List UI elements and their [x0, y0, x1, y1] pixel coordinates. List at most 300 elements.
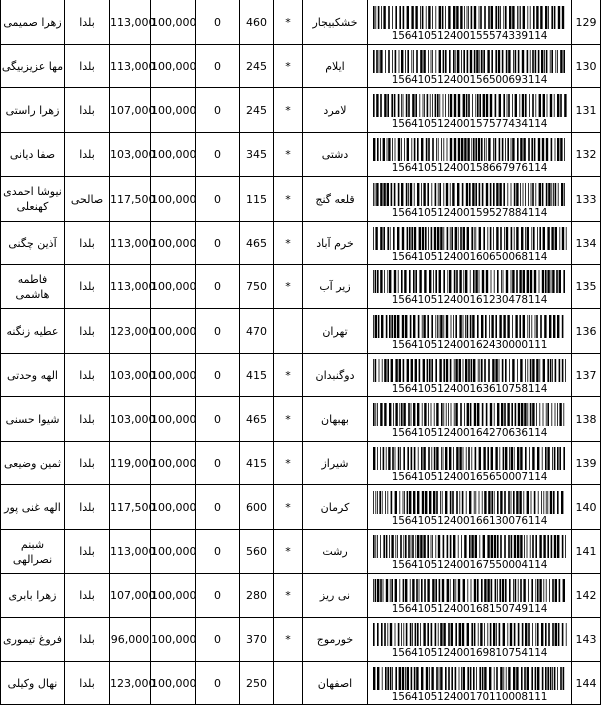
barcode-bar	[544, 50, 545, 73]
barcode-bar	[478, 6, 479, 29]
barcode-bar	[441, 447, 442, 470]
barcode-bar	[441, 491, 442, 514]
barcode-bar	[505, 359, 507, 382]
barcode-bar	[491, 491, 493, 514]
table-row	[1, 222, 601, 265]
barcode-bar	[373, 491, 374, 514]
barcode-bar	[509, 6, 511, 29]
value-cell: 100,000	[151, 0, 196, 45]
total-cell: 113,000	[110, 45, 151, 88]
barcode-bar	[508, 535, 510, 558]
barcode-bar	[563, 50, 565, 73]
barcode-bar	[383, 6, 385, 29]
barcode-bar	[445, 447, 447, 470]
barcode-bar	[438, 315, 439, 338]
weight-cell: 465	[240, 397, 274, 442]
barcode-bar	[495, 315, 497, 338]
total-cell: 117,500	[110, 485, 151, 530]
barcode-bar	[564, 183, 565, 206]
barcode-bar	[445, 6, 446, 29]
barcode-bar	[547, 447, 549, 470]
barcode-number: 156410512400156500693114	[391, 73, 548, 86]
barcode-bar	[514, 403, 516, 426]
barcode-bar	[510, 183, 511, 206]
barcode-bar	[375, 227, 377, 250]
barcode-bar	[557, 491, 559, 514]
barcode-bar	[475, 270, 477, 293]
barcode-bar	[415, 535, 416, 558]
barcode-bar	[485, 183, 487, 206]
barcode-bar	[550, 535, 552, 558]
barcode-bar	[465, 315, 466, 338]
barcode-bar	[442, 447, 443, 470]
barcode-bar	[393, 403, 394, 426]
barcode-bar	[466, 227, 468, 250]
row-index-cell: 137	[572, 354, 601, 397]
barcode-bar	[531, 315, 532, 338]
barcode-bar	[397, 183, 399, 206]
barcode-bar	[440, 667, 442, 690]
barcode-bar	[393, 227, 395, 250]
weight-cell: 470	[240, 309, 274, 354]
barcode-bar	[421, 491, 423, 514]
barcode-bar	[465, 447, 466, 470]
barcode-bar	[462, 667, 464, 690]
barcode-bar	[373, 623, 375, 646]
barcode-bar	[423, 50, 425, 73]
barcode-bar	[406, 6, 408, 29]
barcode-bar	[490, 270, 491, 293]
barcode-bar	[494, 138, 496, 161]
row-index-cell: 135	[572, 265, 601, 309]
barcode-bar	[412, 535, 414, 558]
barcode-bar	[469, 403, 471, 426]
barcode-bar	[493, 270, 494, 293]
barcode-bar	[503, 667, 504, 690]
barcode-bar	[497, 50, 499, 73]
barcode-bar	[512, 359, 514, 382]
barcode-bar	[380, 227, 382, 250]
barcode-bar	[561, 183, 563, 206]
barcode-bar	[523, 491, 524, 514]
barcode-bar	[512, 94, 513, 117]
barcode-bar	[413, 447, 415, 470]
barcode-cell	[368, 442, 572, 485]
barcode-bar	[541, 491, 542, 514]
barcode-bar	[392, 138, 393, 161]
barcode-bar	[494, 579, 496, 602]
total-cell: 96,000	[110, 618, 151, 662]
barcode-graphic	[373, 403, 567, 426]
barcode-bar	[516, 667, 518, 690]
barcode-bar	[524, 667, 526, 690]
barcode-graphic	[373, 94, 567, 117]
barcode-bar	[400, 535, 402, 558]
barcode-bar	[440, 623, 442, 646]
barcode-bar	[549, 579, 550, 602]
barcode-bar	[539, 535, 541, 558]
barcode-bar	[441, 403, 443, 426]
barcode-bar	[520, 6, 521, 29]
barcode-bar	[487, 623, 488, 646]
row-index-cell: 138	[572, 397, 601, 442]
barcode-bar	[429, 667, 430, 690]
barcode-bar	[417, 403, 419, 426]
barcode-bar	[562, 579, 564, 602]
barcode-bar	[376, 94, 378, 117]
barcode-bar	[435, 535, 436, 558]
value-cell: 100,000	[151, 222, 196, 265]
barcode-bar	[455, 403, 457, 426]
barcode-bar	[416, 579, 418, 602]
barcode-bar	[426, 94, 428, 117]
row-index-cell: 139	[572, 442, 601, 485]
barcode-bar	[509, 623, 511, 646]
barcode-bar	[427, 579, 429, 602]
barcode-bar	[551, 403, 552, 426]
barcode-bar	[435, 579, 437, 602]
barcode-bar	[380, 183, 382, 206]
barcode-bar	[402, 491, 403, 514]
barcode-bar	[436, 138, 437, 161]
barcode-bar	[458, 623, 460, 646]
barcode-bar	[479, 535, 480, 558]
barcode-bar	[381, 359, 382, 382]
barcode-cell	[368, 662, 572, 705]
barcode-bar	[512, 138, 514, 161]
barcode-bar	[397, 315, 399, 338]
recipient-name-cell: الهه وحدتی	[1, 354, 65, 397]
barcode-bar	[479, 94, 481, 117]
barcode-bar	[373, 579, 374, 602]
barcode-bar	[547, 667, 549, 690]
barcode-bar	[391, 315, 393, 338]
barcode-bar	[525, 623, 527, 646]
table-row	[1, 442, 601, 485]
barcode-bar	[500, 491, 502, 514]
barcode-bar	[459, 270, 461, 293]
barcode-bar	[505, 270, 507, 293]
barcode-bar	[453, 447, 454, 470]
barcode-bar	[376, 183, 378, 206]
route-cell: بلدا	[65, 88, 110, 133]
barcode-bar	[387, 359, 389, 382]
barcode-bar	[373, 359, 374, 382]
barcode-bar	[551, 6, 553, 29]
barcode-bar	[545, 667, 547, 690]
destination-city-cell: خورموج	[303, 618, 368, 662]
barcode-bar	[489, 183, 491, 206]
barcode-bar	[397, 623, 399, 646]
barcode-bar	[513, 535, 515, 558]
barcode-graphic	[373, 579, 567, 602]
barcode-bar	[475, 227, 476, 250]
barcode-bar	[526, 50, 528, 73]
barcode-bar	[521, 227, 523, 250]
weight-cell: 460	[240, 0, 274, 45]
row-index-cell: 140	[572, 485, 601, 530]
barcode-bar	[384, 94, 386, 117]
barcode-bar	[481, 579, 483, 602]
barcode-bar	[487, 50, 489, 73]
barcode-bar	[401, 50, 403, 73]
barcode-graphic	[373, 6, 567, 29]
barcode-bar	[456, 270, 458, 293]
barcode-bar	[505, 50, 507, 73]
barcode-bar	[401, 667, 403, 690]
barcode-bar	[503, 183, 505, 206]
barcode-bar	[420, 623, 421, 646]
barcode-bar	[377, 535, 378, 558]
barcode-bar	[418, 227, 420, 250]
barcode-bar	[541, 138, 543, 161]
barcode-bar	[409, 270, 411, 293]
barcode-bar	[501, 403, 503, 426]
barcode-bar	[438, 270, 440, 293]
barcode-bar	[390, 491, 392, 514]
total-cell: 117,500	[110, 177, 151, 222]
barcode-bar	[459, 491, 460, 514]
barcode-bar	[413, 491, 415, 514]
barcode-bar	[504, 227, 505, 250]
barcode-bar	[466, 6, 467, 29]
barcode-bar	[474, 447, 476, 470]
barcode-bar	[550, 138, 552, 161]
barcode-bar	[552, 270, 554, 293]
barcode-bar	[531, 138, 533, 161]
barcode-bar	[410, 359, 412, 382]
barcode-bar	[530, 183, 531, 206]
barcode-bar	[495, 6, 497, 29]
barcode-bar	[479, 359, 480, 382]
route-cell: بلدا	[65, 397, 110, 442]
barcode-bar	[473, 227, 474, 250]
barcode-bar	[375, 6, 376, 29]
barcode-bar	[428, 138, 430, 161]
barcode-bar	[457, 227, 458, 250]
barcode-graphic	[373, 359, 567, 382]
barcode-bar	[549, 491, 551, 514]
barcode-bar	[544, 315, 546, 338]
star-marker-cell: *	[274, 133, 303, 177]
barcode-bar	[427, 623, 429, 646]
barcode-bar	[468, 447, 470, 470]
barcode-bar	[440, 491, 441, 514]
barcode-bar	[455, 315, 457, 338]
barcode-bar	[481, 183, 483, 206]
value-cell: 100,000	[151, 485, 196, 530]
barcode-bar	[374, 270, 376, 293]
barcode-bar	[473, 50, 475, 73]
barcode-bar	[373, 227, 374, 250]
barcode-bar	[481, 667, 483, 690]
barcode-bar	[453, 270, 455, 293]
barcode-bar	[416, 50, 418, 73]
barcode-bar	[430, 50, 431, 73]
barcode-bar	[419, 94, 420, 117]
barcode-bar	[385, 315, 387, 338]
barcode-bar	[375, 491, 376, 514]
barcode-bar	[514, 579, 516, 602]
barcode-bar	[411, 138, 412, 161]
barcode-bar	[401, 94, 402, 117]
barcode-bar	[472, 94, 473, 117]
barcode-bar	[457, 138, 459, 161]
barcode-bar	[431, 315, 433, 338]
barcode-bar	[561, 227, 563, 250]
barcode-bar	[439, 183, 441, 206]
barcode-bar	[516, 491, 518, 514]
table-row	[1, 662, 601, 705]
barcode-bar	[507, 623, 508, 646]
barcode-bar	[437, 94, 439, 117]
barcode-bar	[381, 623, 383, 646]
barcode-number: 156410512400161230478114	[391, 294, 548, 306]
barcode-bar	[516, 183, 518, 206]
barcode-bar	[490, 535, 492, 558]
barcode-bar	[450, 403, 451, 426]
route-cell: صالحی	[65, 177, 110, 222]
barcode-bar	[554, 403, 555, 426]
barcode-bar	[547, 491, 548, 514]
barcode-bar	[449, 50, 451, 73]
barcode-bar	[463, 50, 465, 73]
barcode-bar	[386, 138, 387, 161]
barcode-bar	[545, 491, 546, 514]
barcode-bar	[561, 359, 563, 382]
barcode-bar	[465, 359, 467, 382]
barcode-bar	[417, 623, 419, 646]
barcode-bar	[405, 50, 406, 73]
barcode-bar	[389, 403, 391, 426]
barcode-bar	[392, 447, 394, 470]
row-index-cell: 129	[572, 0, 601, 45]
barcode-bar	[401, 315, 403, 338]
barcode-bar	[438, 6, 440, 29]
recipient-name-cell: آذین چگنی	[1, 222, 65, 265]
barcode-bar	[404, 138, 405, 161]
weight-cell: 465	[240, 222, 274, 265]
barcode-bar	[487, 447, 489, 470]
barcode-bar	[564, 94, 566, 117]
barcode-bar	[408, 94, 410, 117]
barcode-bar	[481, 270, 483, 293]
barcode-bar	[493, 227, 494, 250]
barcode-bar	[498, 359, 499, 382]
barcode-bar	[505, 6, 507, 29]
barcode-bar	[457, 579, 459, 602]
route-cell: بلدا	[65, 354, 110, 397]
barcode-bar	[479, 50, 480, 73]
barcode-bar	[491, 50, 493, 73]
barcode-bar	[509, 359, 510, 382]
barcode-bar	[401, 270, 403, 293]
barcode-bar	[389, 667, 391, 690]
barcode-bar	[557, 6, 559, 29]
barcode-bar	[401, 183, 403, 206]
barcode-bar	[520, 183, 521, 206]
star-marker-cell: *	[274, 265, 303, 309]
barcode-bar	[505, 138, 506, 161]
star-marker-cell: *	[274, 177, 303, 222]
star-marker-cell: *	[274, 618, 303, 662]
table-row	[1, 530, 601, 574]
barcode-cell	[368, 222, 572, 265]
barcode-bar	[556, 270, 558, 293]
barcode-bar	[488, 491, 490, 514]
barcode-bar	[539, 579, 541, 602]
barcode-bar	[493, 667, 494, 690]
value-cell: 100,000	[151, 397, 196, 442]
barcode-bar	[513, 50, 514, 73]
barcode-bar	[385, 50, 386, 73]
barcode-bar	[547, 270, 549, 293]
barcode-bar	[470, 6, 472, 29]
barcode-bar	[493, 403, 494, 426]
barcode-bar	[517, 535, 519, 558]
barcode-bar	[513, 183, 515, 206]
barcode-bar	[449, 447, 451, 470]
barcode-bar	[563, 270, 565, 293]
barcode-bar	[430, 535, 431, 558]
barcode-bar	[485, 315, 487, 338]
barcode-bar	[467, 667, 469, 690]
barcode-bar	[545, 447, 547, 470]
barcode-bar	[479, 667, 481, 690]
barcode-graphic	[373, 270, 567, 293]
barcode-bar	[431, 667, 433, 690]
barcode-bar	[488, 6, 490, 29]
barcode-bar	[550, 270, 551, 293]
barcode-bar	[374, 315, 376, 338]
table-row	[1, 397, 601, 442]
barcode-bar	[413, 270, 415, 293]
barcode-bar	[387, 227, 389, 250]
barcode-bar	[421, 579, 423, 602]
barcode-bar	[530, 491, 531, 514]
barcode-number: 156410512400164270636114	[391, 426, 548, 439]
barcode-bar	[424, 94, 425, 117]
barcode-bar	[461, 138, 463, 161]
barcode-bar	[446, 227, 448, 250]
barcode-bar	[553, 6, 555, 29]
table-row	[1, 265, 601, 309]
star-marker-cell: *	[274, 0, 303, 45]
barcode-bar	[448, 6, 450, 29]
row-index-cell: 134	[572, 222, 601, 265]
barcode-cell	[368, 0, 572, 45]
barcode-bar	[389, 535, 390, 558]
table-row	[1, 309, 601, 354]
barcode-bar	[552, 623, 554, 646]
barcode-bar	[403, 535, 404, 558]
barcode-bar	[490, 6, 492, 29]
barcode-bar	[561, 6, 563, 29]
barcode-bar	[469, 535, 471, 558]
weight-cell: 245	[240, 88, 274, 133]
barcode-bar	[505, 667, 506, 690]
barcode-bar	[473, 491, 474, 514]
barcode-bar	[405, 579, 407, 602]
barcode-bar	[551, 227, 553, 250]
barcode-bar	[432, 535, 433, 558]
table-row	[1, 354, 601, 397]
table-row	[1, 88, 601, 133]
barcode-bar	[538, 270, 539, 293]
barcode-bar	[405, 315, 407, 338]
barcode-bar	[547, 403, 549, 426]
barcode-bar	[427, 315, 429, 338]
